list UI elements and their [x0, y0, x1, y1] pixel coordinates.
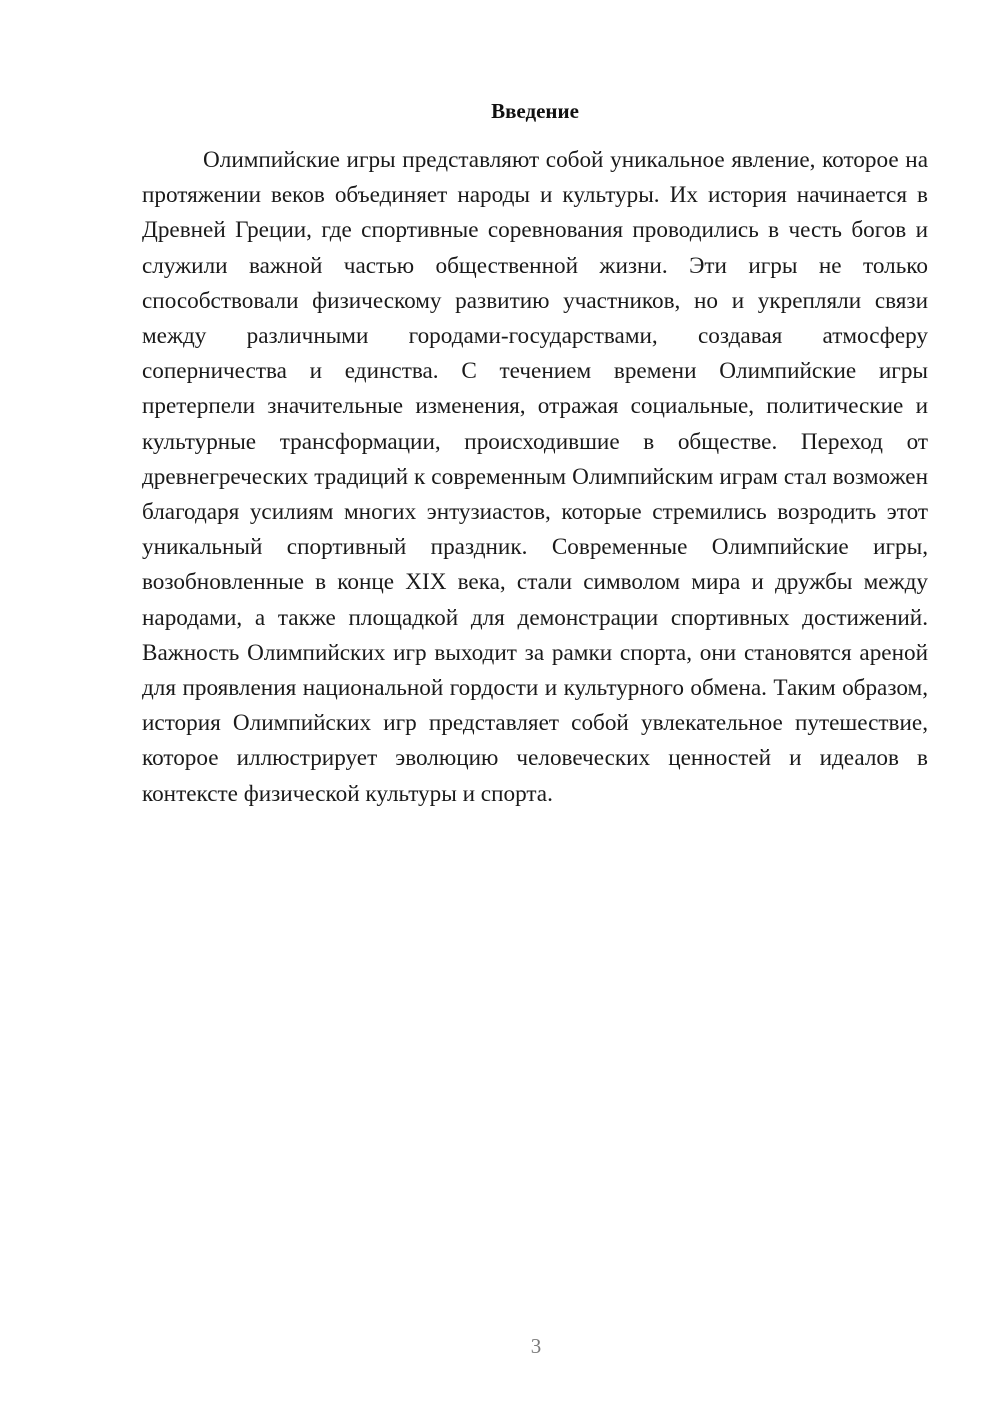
section-heading: Введение [491, 99, 579, 123]
page-number: 3 [530, 1334, 542, 1358]
body-paragraph: Олимпийские игры представляют собой уникальное явление, которое на протяжении веков объединяет народы и культуры. Их история начинается в Древней Греции, где спортивные соревнования проводились в честь богов и служили важной частью общественной жизни. Эти игры не только способствовали физическому развитию участников, но и укрепляли связи между различными городами-государствами, создавая атмосферу соперничества и единства. С течением времени Олимпийские игры претерпели значительные изменения, отражая социальные, политические и культурные трансформации, происходившие в обществе. Переход от древнегреческих традиций к современным Олимпийским играм стал возможен благодаря усилиям многих энтузиастов, которые стремились возродить этот уникальный спортивный праздник. Современные Олимпийские игры, возобновленные в конце XIX века, стали символом мира и дружбы между народами, а также площадкой для демонстрации спортивных достижений. Важность Олимпийских игр выходит за рамки спорта, они становятся ареной для проявления национальной гордости и культурного обмена. Таким образом, история Олимпийских игр представляет собой увлекательное путешествие, которое иллюстрирует эволюцию человеческих ценностей и идеалов в контексте физической культуры и спорта. [142, 147, 928, 807]
